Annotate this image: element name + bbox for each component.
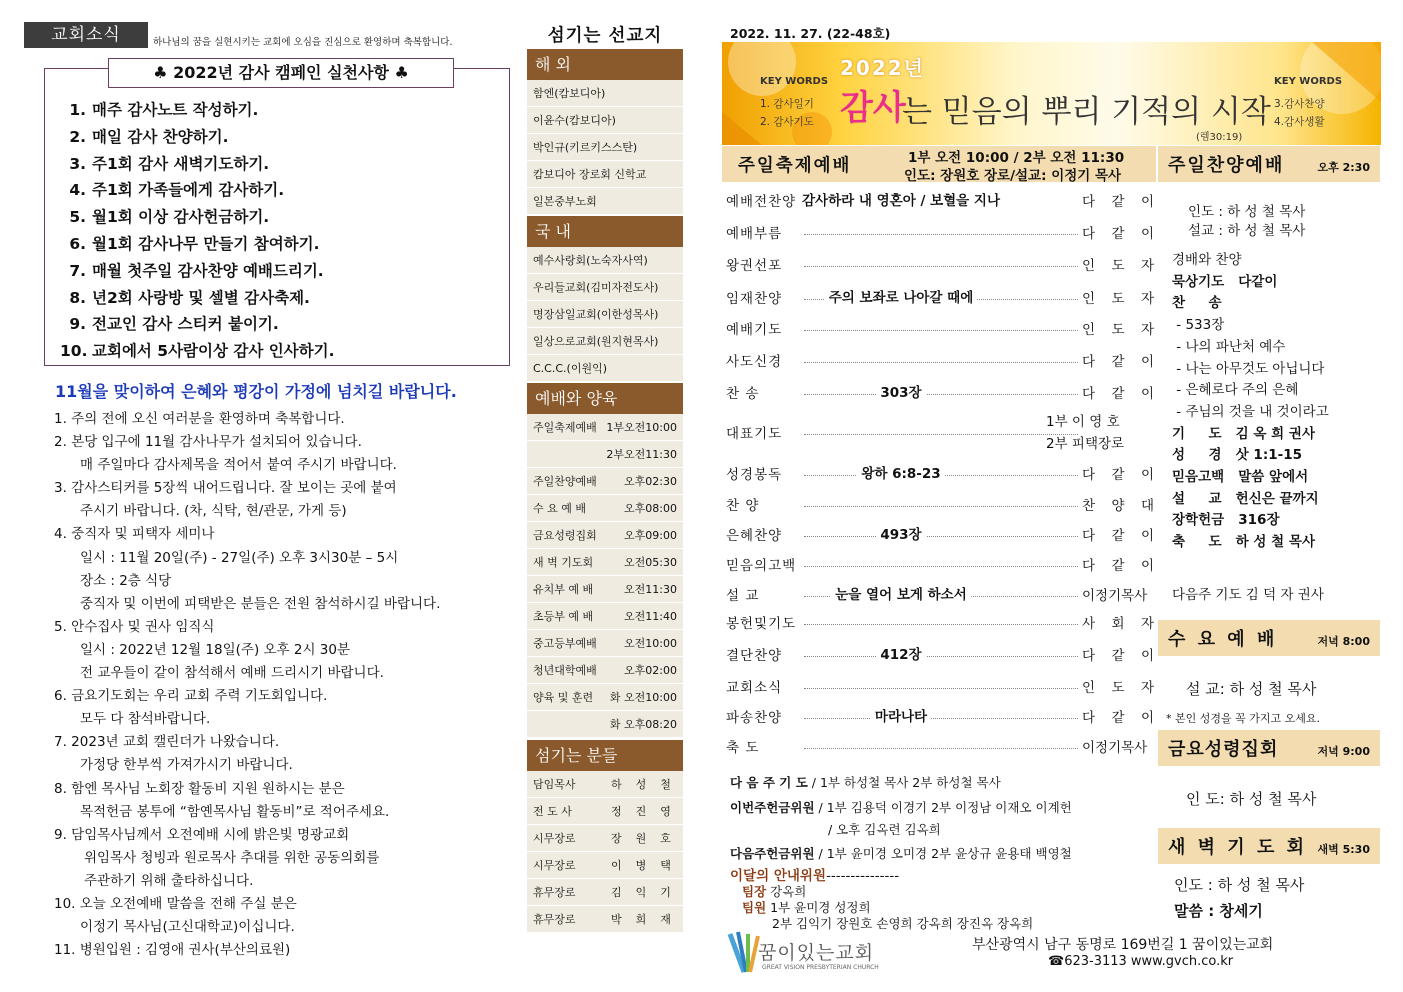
- guide-label: 이달의 안내위원: [730, 868, 826, 884]
- keyword-item: 4.감사생활: [1274, 116, 1325, 128]
- campaign-item-text: 월1회 감사나무 만들기 참여하기.: [92, 234, 320, 253]
- campaign-item-text: 매주 감사노트 작성하기.: [92, 101, 259, 119]
- worship-order-item: 예배전찬양: [726, 194, 797, 210]
- schedule-time: 오전10:00: [624, 637, 677, 650]
- dawn-service-header: [1158, 828, 1380, 864]
- praise-order-line: 찬 송: [1172, 295, 1222, 312]
- worship-order-item: 성경봉독: [726, 467, 783, 483]
- worship-order-row: [724, 457, 1156, 487]
- praise-order-line: - 주님의 것을 내 것이라고: [1172, 403, 1329, 420]
- worship-order-content-text: 마라나타: [871, 709, 931, 725]
- staff-row: [527, 798, 683, 825]
- schedule-name: 주일찬양예배: [533, 475, 597, 488]
- schedule-row: [527, 549, 683, 576]
- schedule-name: 금요성령집회: [533, 529, 597, 542]
- schedule-time: 1부오전10:00: [606, 421, 677, 434]
- schedule-name: 주일축제예배: [533, 421, 597, 434]
- worship-order-item: 사도신경: [726, 354, 783, 370]
- announcement-line: 전 교우들이 같이 참석해서 예배 드리시기 바랍니다.: [80, 665, 384, 682]
- worship-order-row: [724, 518, 1156, 548]
- worship-order-item: 결단찬양: [726, 648, 783, 664]
- worship-order-item: 봉헌및기도: [726, 616, 797, 632]
- dotted-leader: [804, 234, 1078, 235]
- announcement-line: 중직자 및 이번에 피택받은 분들은 전원 참석하시길 바랍니다.: [80, 595, 441, 612]
- schedule-row: [527, 522, 683, 549]
- mission-item: 명장삼일교회(이한성목사): [527, 301, 683, 328]
- worship-order-row: [724, 548, 1156, 578]
- dotted-leader: [804, 624, 1078, 625]
- dotted-leader: [804, 506, 1078, 507]
- announcement-line: 주관하기 위해 출타하십니다.: [84, 872, 254, 889]
- wednesday-preacher: 설 교: 하 성 철 목사: [1186, 680, 1317, 698]
- schedule-time: 오전05:30: [624, 556, 677, 569]
- announcement-line: 장소 : 2층 식당: [80, 572, 172, 589]
- praise-order-line: 믿음고백 말씀 앞에서: [1172, 469, 1309, 485]
- worship-order-content: [724, 286, 1078, 306]
- announcement-list: [54, 408, 524, 962]
- praise-service-title: 주일찬양예배: [1168, 155, 1285, 176]
- worship-order-item: 은혜찬양: [726, 528, 783, 544]
- dotted-leader: [804, 434, 1078, 435]
- worship-leader: 인도: 장원호 장로/설교: 이정기 목사: [904, 168, 1122, 184]
- worship-order-row: [724, 578, 1156, 608]
- mission-item: 이윤수(캄보디아): [527, 107, 683, 134]
- next-offering-row: [730, 844, 1072, 862]
- wednesday-service-time: 저녁 8:00: [1317, 635, 1370, 648]
- worship-order-content: [724, 462, 1078, 482]
- rep-prayer-line: 2부 피택장로: [1046, 436, 1125, 452]
- friday-service-title: 금요성령집회: [1168, 739, 1279, 760]
- campaign-item-text: 년2회 사랑방 및 셀별 감사축제.: [92, 288, 310, 307]
- campaign-item-number: 9.: [69, 315, 86, 334]
- rep-prayer-line: 1부 이 영 호: [1046, 414, 1120, 430]
- announcement-line: 일시 : 2022년 12월 18일(주) 오후 2시 30분: [80, 641, 351, 658]
- banner-title-highlight: 감사: [840, 88, 906, 128]
- campaign-item: [60, 124, 500, 151]
- announcement-line: 5. 안수집사 및 권사 임직식: [54, 618, 215, 635]
- schedule-time: 오후02:30: [624, 475, 677, 488]
- campaign-item: [60, 258, 500, 285]
- schedule-name: 수 요 예 배: [533, 502, 586, 515]
- worship-order-row: [724, 312, 1156, 342]
- announcement-line: 8. 함엔 목사님 노회장 활동비 지원 원하시는 분은: [54, 780, 345, 797]
- offering-pm-row: / 오후 김옥련 김옥희: [828, 822, 941, 837]
- campaign-item-number: 4.: [69, 181, 86, 200]
- worship-order-item: 찬 송: [726, 386, 760, 402]
- schedule-row: [527, 711, 683, 738]
- worship-order-person: 다 같 이: [1082, 226, 1154, 242]
- schedule-name: 양육 및 훈련: [533, 691, 594, 704]
- announcement-line: 9. 담임목사님께서 오전예배 시에 밝은빛 명광교회: [54, 826, 350, 843]
- worship-order-content-text: 303장: [876, 385, 925, 401]
- worship-order-row: [724, 184, 1156, 214]
- news-intro: 하나님의 꿈을 실현시키는 교회에 오심을 진심으로 환영하며 축복합니다.: [153, 37, 453, 48]
- worship-order-person: 다 같 이: [1082, 710, 1154, 726]
- campaign-item-number: 1.: [69, 101, 86, 119]
- praise-service-header: [1158, 146, 1380, 182]
- worship-order-content-text: 눈을 열어 보게 하소서: [831, 587, 970, 603]
- announcement-line: 이정기 목사님(고신대학교)이십니다.: [80, 919, 295, 936]
- worship-order-person: 다 같 이: [1082, 467, 1154, 483]
- schedule-name: 중고등부예배: [533, 637, 597, 650]
- schedule-time: 화 오전10:00: [609, 691, 677, 704]
- schedule-row: [527, 630, 683, 657]
- praise-order-line: 경배와 찬양: [1172, 252, 1242, 268]
- worship-order-person: 다 같 이: [1082, 386, 1154, 402]
- worship-order-person: 인 도 자: [1082, 291, 1154, 307]
- campaign-item: [60, 177, 500, 204]
- campaign-item-number: 2.: [69, 127, 86, 146]
- worship-order-person: 인 도 자: [1082, 680, 1154, 696]
- schedule-name: 초등부 예 배: [533, 610, 594, 623]
- worship-order-content-text: 주의 보좌로 나아갈 때에: [825, 290, 978, 306]
- praise-service-time: 오후 2:30: [1317, 161, 1370, 174]
- worship-order-content: [724, 381, 1078, 401]
- schedule-name: 청년대학예배: [533, 664, 597, 677]
- schedule-name: 새 벽 기도회: [533, 556, 594, 569]
- announcement-line: 매 주일마다 감사제목을 적어서 붙여 주시기 바랍니다.: [80, 457, 397, 474]
- worship-order-content-text: 412장: [876, 647, 925, 663]
- campaign-item-number: 3.: [69, 154, 86, 173]
- mission-item: 박인규(키르키스스탄): [527, 134, 683, 161]
- worship-order-row: [724, 281, 1156, 311]
- schedule-time: 오후08:00: [624, 502, 677, 515]
- dotted-leader: [804, 748, 1078, 749]
- team-leader-value: 강옥희: [770, 884, 807, 899]
- worship-order-content: [724, 705, 1078, 725]
- announcement-line: 가정당 한부씩 가져가시기 바랍니다.: [80, 757, 293, 774]
- announcement-line: 6. 금요기도회는 우리 교회 주력 기도회입니다.: [54, 688, 328, 705]
- schedule-section-header: 예배와 양육: [527, 383, 683, 414]
- praise-order-line: - 은혜로다 주의 은혜: [1172, 382, 1299, 399]
- worship-order-content: [724, 583, 1078, 603]
- staff-name: 하성철: [611, 778, 685, 791]
- worship-order-content: [724, 189, 1078, 209]
- worship-order-person: 인 도 자: [1082, 258, 1154, 274]
- worship-order-item: 축 도: [726, 740, 760, 756]
- announcement-line: 모두 다 참석바랍니다.: [80, 711, 211, 728]
- worship-order-row: [724, 638, 1156, 668]
- worship-order-row: [724, 606, 1156, 636]
- staff-name: 김익기: [611, 886, 685, 899]
- schedule-time: 화 오후08:20: [609, 718, 677, 731]
- praise-leader: 인도 : 하 성 철 목사: [1188, 204, 1306, 220]
- worship-order-item: 대표기도: [726, 426, 783, 442]
- praise-order-line: - 나의 파난처 예수: [1172, 338, 1286, 355]
- staff-name: 이병택: [611, 859, 685, 872]
- announcement-line: 1. 주의 전에 오신 여러분을 환영하며 축복합니다.: [54, 411, 345, 427]
- praise-order-line: 축 도 하 성 철 목사: [1172, 534, 1315, 551]
- next-offering-value: / 1부 윤미경 오미경 2부 윤상규 윤용태 백영철: [818, 846, 1072, 861]
- campaign-item: [60, 285, 500, 312]
- announcement-line: 11. 병원입원 : 김영애 권사(부산의료원): [54, 942, 291, 959]
- announcement-line: 4. 중직자 및 피택자 세미나: [54, 526, 215, 543]
- keyword-item: 1. 감사일기: [760, 98, 814, 110]
- schedule-row: [527, 441, 683, 468]
- announcement-line: 위임목사 청빙과 원로목사 추대를 위한 공동의회를: [84, 849, 380, 866]
- staff-name: 정진영: [611, 805, 685, 818]
- campaign-item-text: 교회에서 5사람이상 감사 인사하기.: [92, 342, 335, 361]
- worship-order-item: 믿음의고백: [726, 558, 797, 574]
- next-prayer-label: 다 음 주 기 도: [730, 775, 808, 790]
- announcement-line: 7. 2023년 교회 캘린더가 나왔습니다.: [54, 734, 280, 751]
- praise-order-line: 묵상기도 다같이: [1172, 273, 1278, 290]
- wednesday-service-header: [1158, 620, 1380, 656]
- overseas-section-header: 해 외: [527, 49, 683, 80]
- mission-item: 우리들교회(김미자전도사): [527, 274, 683, 301]
- announcement-line: 주시기 바랍니다. (차, 식탁, 현/관문, 가게 등): [80, 503, 347, 520]
- staff-role: 시무장로: [533, 859, 576, 872]
- domestic-section-header: 국 내: [527, 216, 683, 247]
- keywords-right-head: KEY WORDS: [1274, 76, 1343, 87]
- worship-order-row: [724, 700, 1156, 730]
- mission-item: 함엔(캄보디아): [527, 80, 683, 107]
- campaign-item-text: 주1회 가족들에게 감사하기.: [92, 181, 285, 200]
- dawn-service-title: 새 벽 기 도 회: [1168, 837, 1308, 858]
- announcement-line: 10. 오늘 오전예배 말씀을 전해 주실 분은: [54, 895, 297, 912]
- keyword-item: 3.감사찬양: [1274, 98, 1325, 110]
- staff-role: 전 도 사: [533, 805, 572, 818]
- representative-prayer: [1046, 411, 1124, 455]
- worship-order-content-text: 왕하 6:8-23: [857, 466, 944, 482]
- dawn-word: 말씀 : 창세기: [1174, 902, 1263, 920]
- next-prayer-value: / 1부 하성철 목사 2부 하성철 목사: [811, 775, 1001, 790]
- campaign-item-text: 매월 첫주일 감사찬양 예배드리기.: [92, 261, 324, 280]
- campaign-item-number: 8.: [69, 288, 86, 307]
- schedule-row: [527, 657, 683, 684]
- keyword-item: 2. 감사기도: [760, 116, 814, 128]
- staff-role: 담임목사: [533, 778, 576, 791]
- worship-order-person: 이정기목사: [1082, 740, 1148, 756]
- campaign-item: [60, 231, 500, 258]
- praise-order-line: 장학헌금 316장: [1172, 512, 1280, 529]
- guide-row: [730, 864, 899, 884]
- mission-title: 섬기는 선교지: [547, 26, 663, 46]
- campaign-item-number: 6.: [69, 234, 86, 253]
- banner-year: 2022년: [840, 56, 925, 80]
- dotted-leader: [804, 362, 1078, 363]
- worship-order-row: [724, 730, 1156, 760]
- staff-row: [527, 825, 683, 852]
- worship-order-item: 파송찬양: [726, 710, 783, 726]
- team-member-label: 팀원: [742, 900, 767, 915]
- campaign-item: [60, 97, 500, 124]
- dotted-leader: [804, 266, 1078, 267]
- staff-row: [527, 879, 683, 906]
- offering-label: 이번주헌금위원: [730, 800, 815, 815]
- worship-order-person: 사 회 자: [1082, 616, 1154, 632]
- church-contact: ☎623-3113 www.gvch.co.kr: [1048, 954, 1234, 969]
- keywords-left-head: KEY WORDS: [760, 76, 829, 87]
- praise-order-line: 기 도 김 옥 희 권사: [1172, 425, 1315, 442]
- worship-order-person: 인 도 자: [1082, 322, 1154, 338]
- schedule-time: 오후09:00: [624, 529, 677, 542]
- campaign-item: [60, 311, 500, 338]
- praise-order-line: 성 경 삿 1:1-15: [1172, 447, 1302, 464]
- schedule-row: [527, 495, 683, 522]
- campaign-title: ♣ 2022년 감사 캠페인 실천사항 ♣: [108, 58, 454, 88]
- campaign-item-number: 5.: [69, 208, 86, 227]
- news-tag: 교회소식: [24, 22, 148, 48]
- staff-name: 박희재: [611, 913, 685, 926]
- schedule-time: 2부오전11:30: [606, 448, 677, 461]
- banner-scripture-ref: (렘30:19): [1196, 132, 1243, 143]
- worship-order-content-text: 감사하라 내 영혼아 / 보혈을 지나: [798, 193, 1004, 209]
- next-offering-label: 다음주헌금위원: [730, 846, 815, 861]
- staff-name: 장원호: [611, 832, 685, 845]
- announcement-line: 3. 감사스티커를 5장씩 내어드립니다. 잘 보이는 곳에 붙여: [54, 480, 397, 497]
- schedule-time: 오전11:30: [624, 583, 677, 596]
- staff-role: 시무장로: [533, 832, 576, 845]
- staff-role: 휴무장로: [533, 913, 576, 926]
- team-member-row-2: 2부 김익기 장원호 손영희 강옥희 장진옥 장옥희: [772, 916, 1034, 931]
- friday-service-time: 저녁 9:00: [1317, 745, 1370, 758]
- worship-order-item: 설 교: [726, 588, 760, 604]
- worship-order-row: [724, 344, 1156, 374]
- staff-role: 휴무장로: [533, 886, 576, 899]
- worship-order-row: [724, 488, 1156, 518]
- offering-row: [730, 798, 1072, 816]
- worship-order-item: 왕권선포: [726, 258, 783, 274]
- campaign-item: [60, 338, 500, 365]
- next-prayer-row: [730, 773, 1001, 791]
- worship-order-item: 예배기도: [726, 322, 783, 338]
- worship-order-person: 다 같 이: [1082, 648, 1154, 664]
- praise-preacher: 설교 : 하 성 철 목사: [1188, 223, 1306, 239]
- logo-subtext: GREAT VISION PRESBYTERIAN CHURCH: [762, 964, 879, 971]
- schedule-name: 유치부 예 배: [533, 583, 594, 596]
- worship-order-row: [724, 670, 1156, 700]
- worship-order-person: 다 같 이: [1082, 354, 1154, 370]
- church-address: 부산광역시 남구 동명로 169번길 1 꿈이있는교회: [972, 937, 1274, 953]
- wednesday-service-title: 수 요 예 배: [1168, 629, 1278, 650]
- mission-item: 예수사랑회(노숙자사역): [527, 247, 683, 274]
- campaign-item: [60, 204, 500, 231]
- worship-order-item: 교회소식: [726, 680, 783, 696]
- campaign-item: [60, 151, 500, 178]
- worship-order-item: 찬 양: [726, 498, 760, 514]
- offering-value: / 1부 김용덕 이경기 2부 이정남 이재오 이계헌: [818, 800, 1072, 815]
- friday-service-header: [1158, 730, 1380, 766]
- worship-order-item: 임재찬양: [726, 291, 783, 307]
- campaign-list: [60, 97, 500, 365]
- schedule-row: [527, 603, 683, 630]
- friday-leader: 인 도: 하 성 철 목사: [1186, 790, 1317, 808]
- schedule-row: [527, 684, 683, 711]
- announcement-line: 목적헌금 봉투에 “함옌목사님 활동비”로 적어주세요.: [80, 803, 390, 820]
- worship-times: 1부 오전 10:00 / 2부 오전 11:30: [908, 150, 1125, 166]
- mission-item: 일본중부노회: [527, 188, 683, 215]
- dawn-leader: 인도 : 하 성 철 목사: [1174, 876, 1305, 894]
- worship-order-content-text: 493장: [876, 527, 925, 543]
- staff-row: [527, 852, 683, 879]
- dotted-leader: [804, 566, 1078, 567]
- worship-order-row: [724, 216, 1156, 246]
- schedule-time: 오후02:00: [624, 664, 677, 677]
- praise-order-line: 설 교 헌신은 끝까지: [1172, 490, 1319, 507]
- theme-banner: [722, 42, 1381, 145]
- dotted-leader: [804, 688, 1078, 689]
- dotted-leader: [804, 330, 1078, 331]
- campaign-item-text: 전교인 감사 스티커 붙이기.: [92, 315, 279, 334]
- campaign-item-text: 주1회 감사 새벽기도하기.: [92, 154, 270, 173]
- mission-item: 일상으로교회(원지현목사): [527, 328, 683, 355]
- logo-text: 꿈이있는교회: [758, 942, 875, 964]
- worship-order-person: 이정기목사: [1082, 588, 1148, 604]
- worship-order-content: [724, 643, 1078, 663]
- announcement-line: 2. 본당 입구에 11월 감사나무가 설치되어 있습니다.: [54, 434, 362, 451]
- praise-order-line: - 533장: [1172, 317, 1225, 334]
- campaign-item-text: 매일 감사 찬양하기.: [92, 127, 229, 146]
- schedule-time: 오전11:40: [624, 610, 677, 623]
- worship-order-row: [724, 376, 1156, 406]
- guide-dashes: ---------------: [826, 868, 900, 884]
- announcement-line: 일시 : 11월 20일(주) - 27일(주) 오후 3시30분 – 5시: [80, 549, 399, 566]
- worship-order-person: 다 같 이: [1082, 194, 1154, 210]
- november-headline: 11월을 맞이하여 은혜와 평강이 가정에 넘치길 바랍니다.: [55, 382, 457, 401]
- dawn-service-time: 새벽 5:30: [1317, 843, 1370, 856]
- campaign-item-number: 7.: [69, 261, 86, 280]
- staff-row: [527, 771, 683, 798]
- worship-order-person: 다 같 이: [1082, 528, 1154, 544]
- wednesday-note: * 본인 성경을 꼭 가지고 오세요.: [1166, 712, 1320, 725]
- worship-order-item: 예배부름: [726, 226, 783, 242]
- bulletin-date: 2022. 11. 27. (22-48호): [730, 26, 891, 41]
- praise-next-prayer: 다음주 기도 김 덕 자 권사: [1172, 587, 1324, 603]
- worship-order-row: [724, 248, 1156, 278]
- schedule-row: [527, 468, 683, 495]
- schedule-row: [527, 576, 683, 603]
- mission-item: 캄보디아 장로회 신학교: [527, 161, 683, 188]
- staff-row: [527, 906, 683, 933]
- banner-title: 는 믿음의 뿌리 기적의 시작: [902, 94, 1271, 130]
- team-member-value-1: 1부 윤미경 성정희: [770, 900, 871, 915]
- campaign-item-number: 10.: [60, 342, 88, 361]
- worship-order-content: [724, 523, 1078, 543]
- campaign-item-text: 월1회 이상 감사헌금하기.: [92, 208, 270, 227]
- team-leader-label: 팀장: [742, 884, 767, 899]
- worship-order-person: 찬 양 대: [1082, 498, 1154, 514]
- schedule-row: [527, 414, 683, 441]
- worship-name: 주일축제예배: [738, 156, 852, 176]
- worship-order-person: 다 같 이: [1082, 558, 1154, 574]
- staff-section-header: 섬기는 분들: [527, 740, 683, 771]
- praise-order-line: - 나는 아무것도 아닙니다: [1172, 360, 1325, 377]
- mission-item: C.C.C.(이원익): [527, 355, 683, 382]
